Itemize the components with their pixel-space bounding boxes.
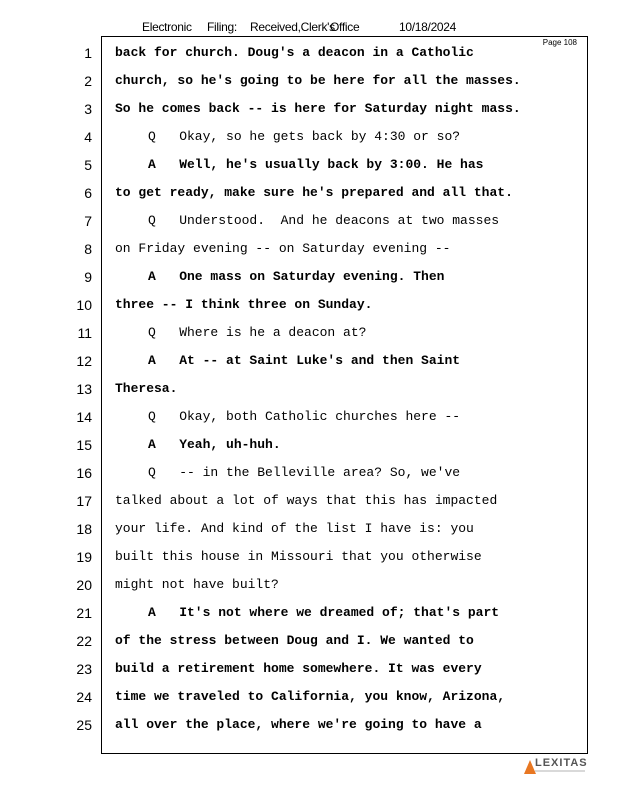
line-number: 21: [76, 605, 92, 621]
line-number: 4: [84, 129, 92, 145]
transcript-line: A Yeah, uh-huh.: [148, 437, 281, 452]
filing-stamp-part: Office: [330, 20, 360, 34]
transcript-line: Q Where is he a deacon at?: [148, 325, 367, 340]
line-number: 8: [84, 241, 92, 257]
transcript-line: So he comes back -- is here for Saturday night mass.: [115, 101, 521, 116]
transcript-line: back for church. Doug's a deacon in a Catholic: [115, 45, 474, 60]
line-number: 7: [84, 213, 92, 229]
logo-underline: [535, 770, 585, 772]
line-number: 9: [84, 269, 92, 285]
line-number: 23: [76, 661, 92, 677]
line-number: 12: [76, 353, 92, 369]
transcript-line: Q -- in the Belleville area? So, we've: [148, 465, 461, 480]
filing-stamp-date: 10/18/2024: [399, 20, 457, 34]
line-number: 5: [84, 157, 92, 173]
line-number: 15: [76, 437, 92, 453]
transcript-line: Q Understood. And he deacons at two masses: [148, 213, 500, 228]
line-number: 24: [76, 689, 92, 705]
transcript-line: of the stress between Doug and I. We wanted to: [115, 633, 474, 648]
line-number: 18: [76, 521, 92, 537]
line-number: 14: [76, 409, 92, 425]
line-number-column: [60, 39, 92, 739]
line-number: 19: [76, 549, 92, 565]
transcript-line: A Well, he's usually back by 3:00. He has: [148, 157, 484, 172]
line-number: 11: [77, 325, 92, 341]
transcript-text: [115, 39, 585, 739]
line-number: 13: [76, 381, 92, 397]
filing-stamp-part: Filing:: [207, 20, 237, 34]
transcript-line: all over the place, where we're going to have a: [115, 717, 482, 732]
line-number: 16: [76, 465, 92, 481]
transcript-line: on Friday evening -- on Saturday evening --: [115, 241, 451, 256]
page-number: Page 108: [542, 38, 577, 47]
line-number: 22: [76, 633, 92, 649]
transcript-line: built this house in Missouri that you otherwise: [115, 549, 482, 564]
transcript-line: A It's not where we dreamed of; that's part: [148, 605, 500, 620]
filing-stamp-part: Received,Clerk's: [250, 20, 335, 34]
transcript-line: build a retirement home somewhere. It was every: [115, 661, 482, 676]
line-number: 17: [76, 493, 92, 509]
transcript-line: time we traveled to California, you know, Arizona,: [115, 689, 506, 704]
transcript-line: might not have built?: [115, 577, 279, 592]
line-number: 20: [76, 577, 92, 593]
line-number: 1: [84, 45, 92, 61]
transcript-line: to get ready, make sure he's prepared and all that.: [115, 185, 513, 200]
line-number: 25: [76, 717, 92, 733]
lexitas-logo: [524, 757, 588, 777]
transcript-line: Q Okay, so he gets back by 4:30 or so?: [148, 129, 461, 144]
line-number: 10: [76, 297, 92, 313]
transcript-line: Theresa.: [115, 381, 178, 396]
transcript-line: your life. And kind of the list I have is: you: [115, 521, 474, 536]
transcript-line: A At -- at Saint Luke's and then Saint: [148, 353, 461, 368]
transcript-line: talked about a lot of ways that this has impacted: [115, 493, 498, 508]
transcript-line: A One mass on Saturday evening. Then: [148, 269, 445, 284]
line-number: 6: [84, 185, 92, 201]
transcript-line: church, so he's going to be here for all the masses.: [115, 73, 521, 88]
transcript-line: three -- I think three on Sunday.: [115, 297, 373, 312]
line-number: 3: [84, 101, 92, 117]
filing-stamp-part: Electronic: [142, 20, 192, 34]
transcript-line: Q Okay, both Catholic churches here --: [148, 409, 461, 424]
lexitas-logo-text: LEXITAS: [535, 757, 588, 769]
line-number: 2: [84, 73, 92, 89]
